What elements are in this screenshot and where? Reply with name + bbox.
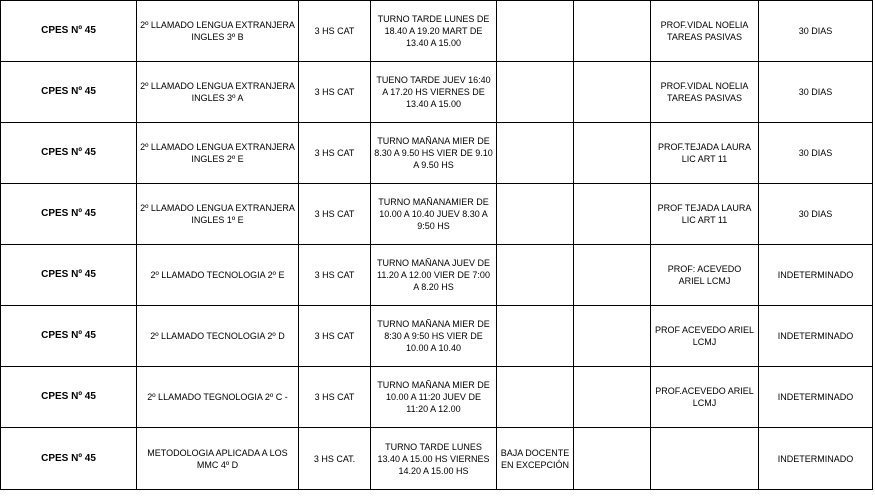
table-row — [1, 123, 873, 184]
duration-cell: INDETERMINADO — [759, 306, 873, 367]
table-row — [1, 184, 873, 245]
school-cell: CPES Nº 45 — [1, 184, 137, 245]
hours-cell: 3 HS CAT. — [299, 428, 371, 490]
table-body — [1, 1, 873, 490]
table-row — [1, 245, 873, 306]
school-cell: CPES Nº 45 — [1, 245, 137, 306]
empty-cell — [574, 1, 651, 62]
hours-cell: 3 HS CAT — [299, 367, 371, 428]
empty-cell — [574, 306, 651, 367]
teacher-cell: PROF.TEJADA LAURA LIC ART 11 — [651, 123, 759, 184]
teacher-cell: PROF ACEVEDO ARIEL LCMJ — [651, 306, 759, 367]
school-cell: CPES Nº 45 — [1, 306, 137, 367]
school-cell: CPES Nº 45 — [1, 428, 137, 490]
reason-cell — [497, 245, 574, 306]
subject-cell: 2º LLAMADO LENGUA EXTRANJERA INGLES 1º E — [137, 184, 299, 245]
empty-cell — [574, 367, 651, 428]
school-cell: CPES Nº 45 — [1, 123, 137, 184]
reason-cell — [497, 367, 574, 428]
table-row — [1, 1, 873, 62]
teacher-cell: PROF: ACEVEDO ARIEL LCMJ — [651, 245, 759, 306]
subject-cell: 2º LLAMADO LENGUA EXTRANJERA INGLES 2º E — [137, 123, 299, 184]
empty-cell — [574, 428, 651, 490]
school-cell: CPES Nº 45 — [1, 62, 137, 123]
hours-cell: 3 HS CAT — [299, 184, 371, 245]
duration-cell: INDETERMINADO — [759, 245, 873, 306]
hours-cell: 3 HS CAT — [299, 245, 371, 306]
duration-cell: 30 DIAS — [759, 123, 873, 184]
hours-cell: 3 HS CAT — [299, 123, 371, 184]
teacher-cell — [651, 428, 759, 490]
subject-cell: 2º LLAMADO TECNOLOGIA 2º E — [137, 245, 299, 306]
teacher-cell: PROF.ACEVEDO ARIEL LCMJ — [651, 367, 759, 428]
table-row — [1, 306, 873, 367]
schedule-cell: TURNO MAÑANA MIER DE 8:30 A 9:50 HS VIER DE 10.00 A 10.40 — [371, 306, 497, 367]
empty-cell — [574, 62, 651, 123]
hours-cell: 3 HS CAT — [299, 1, 371, 62]
teacher-cell: PROF.VIDAL NOELIA TAREAS PASIVAS — [651, 62, 759, 123]
schedule-cell: TURNO MAÑANA JUEV DE 11.20 A 12.00 VIER DE 7:00 A 8.20 HS — [371, 245, 497, 306]
schedule-cell: TURNO TARDE LUNES DE 18.40 A 19.20 MART DE 13.40 A 15.00 — [371, 1, 497, 62]
empty-cell — [574, 123, 651, 184]
subject-cell: 2º LLAMADO LENGUA EXTRANJERA INGLES 3º A — [137, 62, 299, 123]
duration-cell: INDETERMINADO — [759, 367, 873, 428]
duration-cell: 30 DIAS — [759, 184, 873, 245]
hours-cell: 3 HS CAT — [299, 62, 371, 123]
reason-cell — [497, 306, 574, 367]
empty-cell — [574, 245, 651, 306]
reason-cell — [497, 62, 574, 123]
reason-cell: BAJA DOCENTE EN EXCEPCIÓN — [497, 428, 574, 490]
subject-cell: 2º LLAMADO TECNOLOGIA 2º D — [137, 306, 299, 367]
empty-cell — [574, 184, 651, 245]
schedule-cell: TURNO TARDE LUNES 13.40 A 15.00 HS VIERNES 14.20 A 15.00 HS — [371, 428, 497, 490]
table-row — [1, 428, 873, 490]
table-row — [1, 367, 873, 428]
schedule-cell: TURNO MAÑANA MIER DE 8.30 A 9.50 HS VIER DE 9.10 A 9.50 HS — [371, 123, 497, 184]
schedule-cell: TUENO TARDE JUEV 16:40 A 17.20 HS VIERNES DE 13.40 A 15.00 — [371, 62, 497, 123]
teacher-cell: PROF.VIDAL NOELIA TAREAS PASIVAS — [651, 1, 759, 62]
reason-cell — [497, 1, 574, 62]
school-cell: CPES Nº 45 — [1, 367, 137, 428]
subject-cell: 2º LLAMADO TEGNOLOGIA 2º C - — [137, 367, 299, 428]
table-row — [1, 62, 873, 123]
subject-cell: 2º LLAMADO LENGUA EXTRANJERA INGLES 3º B — [137, 1, 299, 62]
duration-cell: 30 DIAS — [759, 1, 873, 62]
schedule-cell: TURNO MAÑANAMIER DE 10.00 A 10.40 JUEV 8.30 A 9:50 HS — [371, 184, 497, 245]
reason-cell — [497, 184, 574, 245]
school-cell: CPES Nº 45 — [1, 1, 137, 62]
subject-cell: METODOLOGIA APLICADA A LOS MMC 4º D — [137, 428, 299, 490]
schedule-cell: TURNO MAÑANA MIER DE 10.00 A 11:20 JUEV DE 11:20 A 12.00 — [371, 367, 497, 428]
duration-cell: 30 DIAS — [759, 62, 873, 123]
duration-cell: INDETERMINADO — [759, 428, 873, 490]
reason-cell — [497, 123, 574, 184]
hours-cell: 3 HS CAT — [299, 306, 371, 367]
teacher-cell: PROF TEJADA LAURA LIC ART 11 — [651, 184, 759, 245]
